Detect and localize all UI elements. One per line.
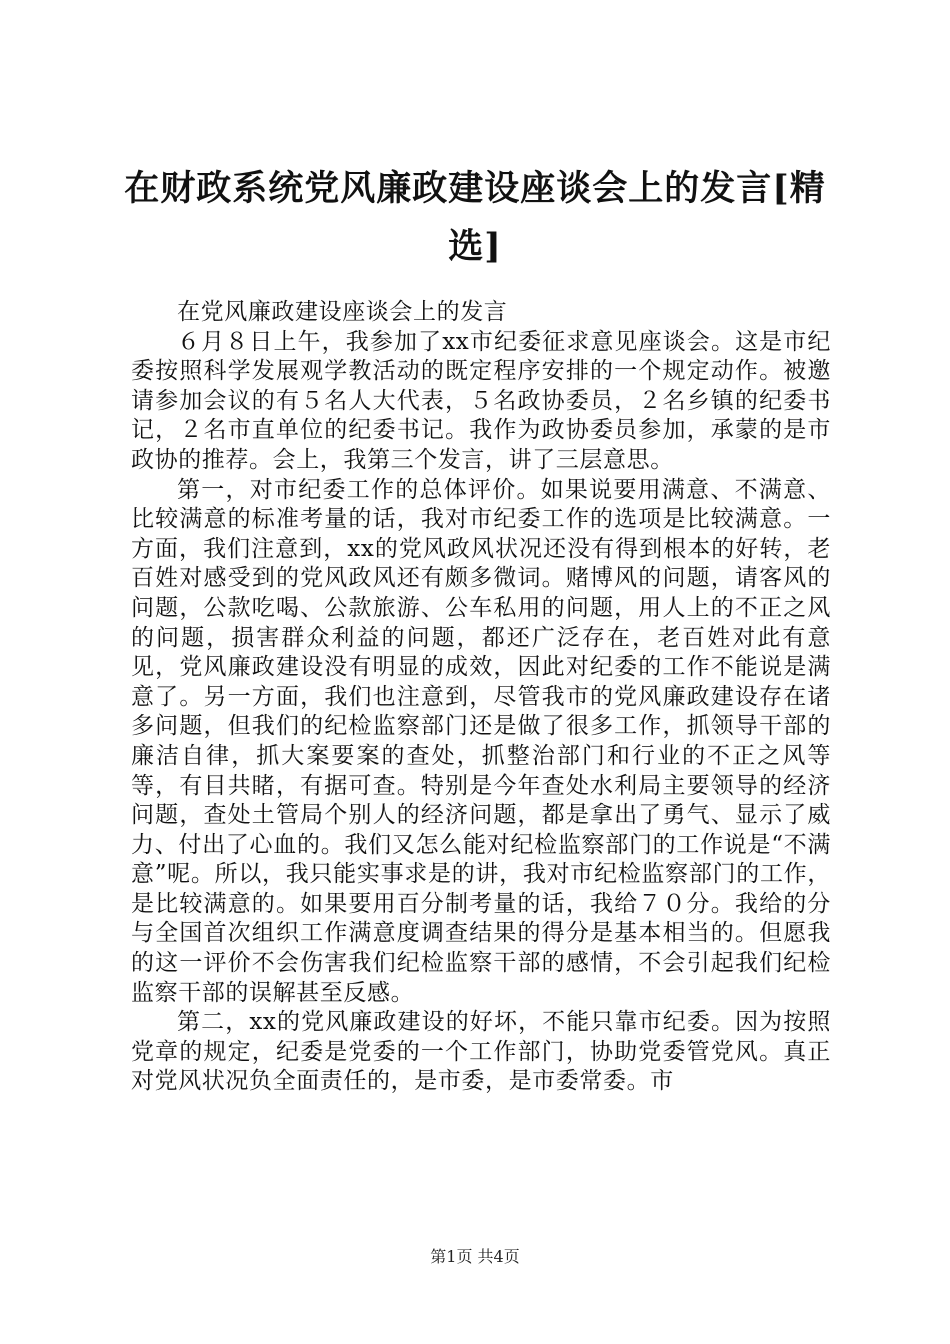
subtitle-paragraph: 在党风廉政建设座谈会上的发言: [177, 299, 508, 325]
body-paragraph: ６月８日上午，我参加了xx市纪委征求意见座谈会。这是市纪委按照科学发展观学教活动的既定程序安排的一个规定动作。被邀请参加会议的有５名人大代表，５名政协委员，２名乡镇的纪委书记，２名市直单位的纪委书记。我作为政协委员参加，承蒙的是市政协的推荐。会上，我第三个发言，讲了三层意思。: [131, 328, 831, 473]
page-number-footer: 第1页 共4页: [430, 1247, 520, 1266]
document-body: [131, 298, 831, 1097]
body-paragraph: 第二，xx的党风廉政建设的好坏，不能只靠市纪委。因为按照党章的规定，纪委是党委的一个工作部门，协助党委管党风。真正对党风状况负全面责任的，是市委，是市委常委。市: [131, 1009, 831, 1095]
body-paragraph: 第一，对市纪委工作的总体评价。如果说要用满意、不满意、比较满意的标准考量的话，我对市纪委工作的选项是比较满意。一方面，我们注意到，xx的党风政风状况还没有得到根本的好转，老百姓对感受到的党风政风还有颇多微词。赌博风的问题，请客风的问题，公款吃喝、公款旅游、公车私用的问题，用人上的不正之风的问题，损害群众利益的问题，都还广泛存在，老百姓对此有意见，党风廉政建设没有明显的成效，因此对纪委的工作不能说是满意了。另一方面，我们也注意到，尽管我市的党风廉政建设存在诸多问题，但我们的纪检监察部门还是做了很多工作，抓领导干部的廉洁自律，抓大案要案的查处，抓整治部门和行业的不正之风等等，有目共睹，有据可查。特别是今年查处水利局主要领导的经济问题，查处土管局个别人的经济问题，都是拿出了勇气、显示了威力、付出了心血的。我们又怎么能对纪检监察部门的工作说是“不满意”呢。所以，我只能实事求是的讲，我对市纪检监察部门的工作，是比较满意的。如果要用百分制考量的话，我给７０分。我给的分与全国首次组织工作满意度调查结果的得分是基本相当的。但愿我的这一评价不会伤害我们纪检监察干部的感情，不会引起我们纪检监察干部的误解甚至反感。: [131, 476, 831, 1006]
document-title: 在财政系统党风廉政建设座谈会上的发言[精选]: [124, 168, 826, 267]
